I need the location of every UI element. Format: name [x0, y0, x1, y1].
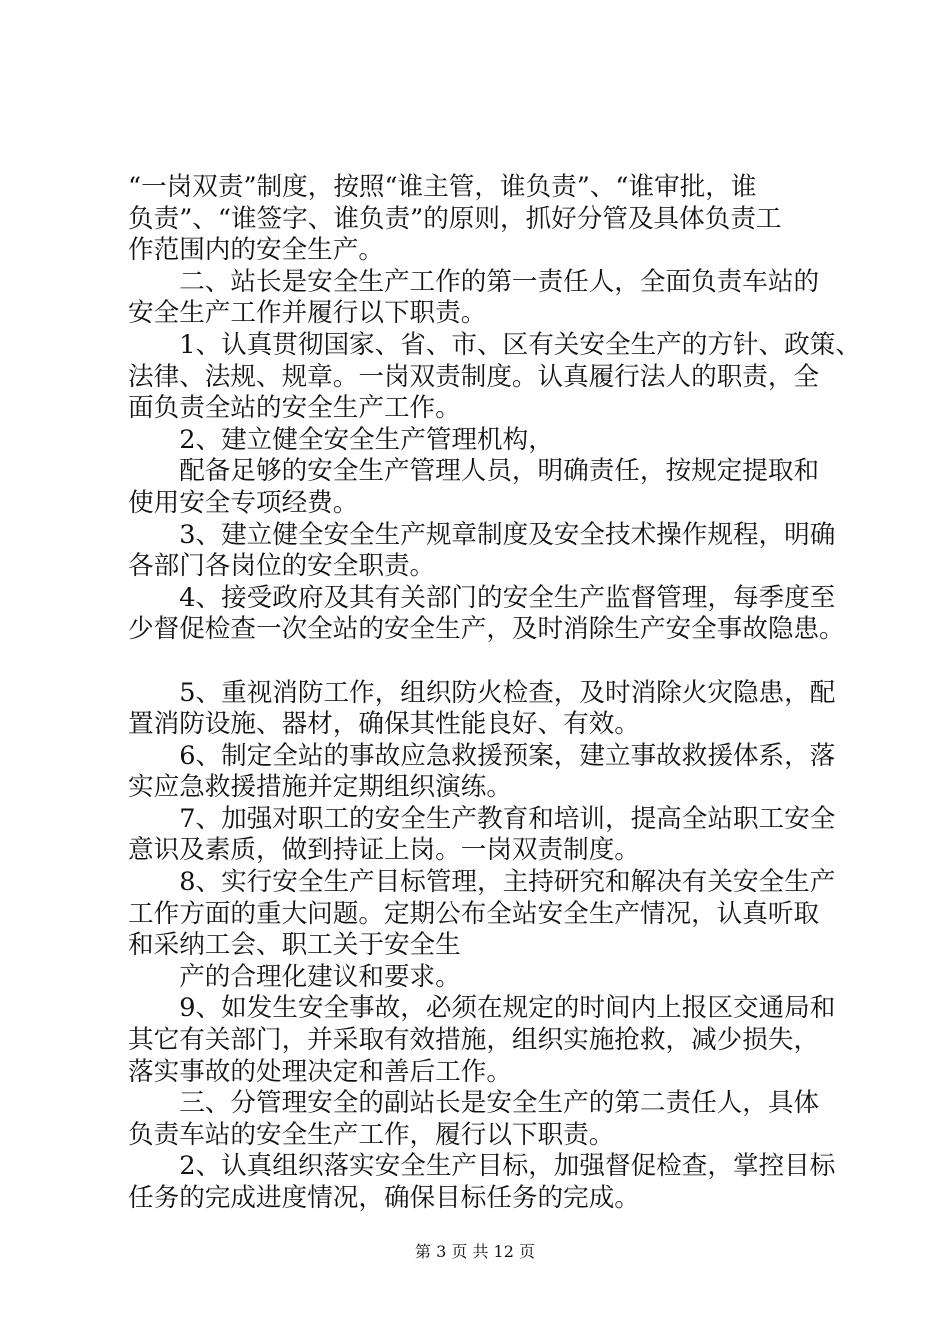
- text-line: “一岗双责”制度，按照“谁主管，谁负责”、“谁审批，谁: [128, 172, 757, 202]
- text-line: 安全生产工作并履行以下职责。: [128, 298, 487, 329]
- text-line: 9、如发生安全事故，必须在规定的时间内上报区交通局和: [128, 993, 836, 1024]
- text-line: 落实事故的处理决定和善后工作。: [128, 1056, 512, 1087]
- text-line: 各部门各岗位的安全职责。: [128, 551, 436, 582]
- text-line: 6、制定全站的事故应急救援预案，建立事故救援体系，落: [128, 740, 836, 771]
- text-line: 置消防设施、器材，确保其性能良好、有效。: [128, 709, 640, 740]
- body-text: [128, 172, 861, 1215]
- text-line: 实应急救援措施并定期组织演练。: [128, 772, 512, 803]
- text-line: 任务的完成进度情况，确保目标任务的完成。: [128, 1183, 640, 1213]
- text-line: 其它有关部门，并采取有效措施，组织实施抢救，减少损失，: [128, 1025, 820, 1056]
- text-line: 8、实行安全生产目标管理，主持研究和解决有关安全生产: [128, 867, 836, 898]
- text-line: 3、建立健全安全生产规章制度及安全技术操作规程，明确: [128, 519, 836, 550]
- text-line: 5、重视消防工作，组织防火检查，及时消除火灾隐患，配: [128, 677, 836, 708]
- text-line: 二、站长是安全生产工作的第一责任人，全面负责车站的: [128, 266, 820, 297]
- text-line: 面负责全站的安全生产工作。: [128, 393, 461, 424]
- text-line: 法律、法规、规章。一岗双责制度。认真履行法人的职责，全: [128, 361, 820, 392]
- text-line: 负责车站的安全生产工作，履行以下职责。: [128, 1119, 615, 1150]
- text-line: 少督促检查一次全站的安全生产，及时消除生产安全事故隐患。: [128, 614, 845, 645]
- text-line: 7、加强对职工的安全生产教育和培训，提高全站职工安全: [128, 803, 836, 834]
- text-line: 意识及素质，做到持证上岗。一岗双责制度。: [128, 835, 640, 866]
- text-line: 三、分管理安全的副站长是安全生产的第二责任人，具体: [128, 1088, 820, 1119]
- text-line: 配备足够的安全生产管理人员，明确责任，按规定提取和: [128, 456, 820, 487]
- text-line: 作范围内的安全生产。: [128, 235, 384, 266]
- text-line: 工作方面的重大问题。定期公布全站安全生产情况，认真听取: [128, 898, 820, 929]
- text-line: 使用安全专项经费。: [128, 487, 359, 518]
- text-line: 2、建立健全安全生产管理机构，: [128, 424, 554, 455]
- text-line: 4、接受政府及其有关部门的安全生产监督管理，每季度至: [128, 582, 836, 613]
- text-line: 2、认真组织落实安全生产目标，加强督促检查，掌控目标: [128, 1151, 836, 1182]
- page-footer: [0, 1242, 950, 1262]
- text-line: 负责”、“谁签字、谁负责”的原则，抓好分管及具体负责工: [128, 203, 782, 234]
- text-line: 1、认真贯彻国家、省、市、区有关安全生产的方针、政策、: [128, 329, 861, 360]
- page-number: 第 3 页 共 12 页: [415, 1242, 535, 1261]
- text-line: 和采纳工会、职工关于安全生: [128, 930, 461, 961]
- paragraph-gap: [128, 646, 848, 678]
- text-line: 产的合理化建议和要求。: [128, 961, 461, 992]
